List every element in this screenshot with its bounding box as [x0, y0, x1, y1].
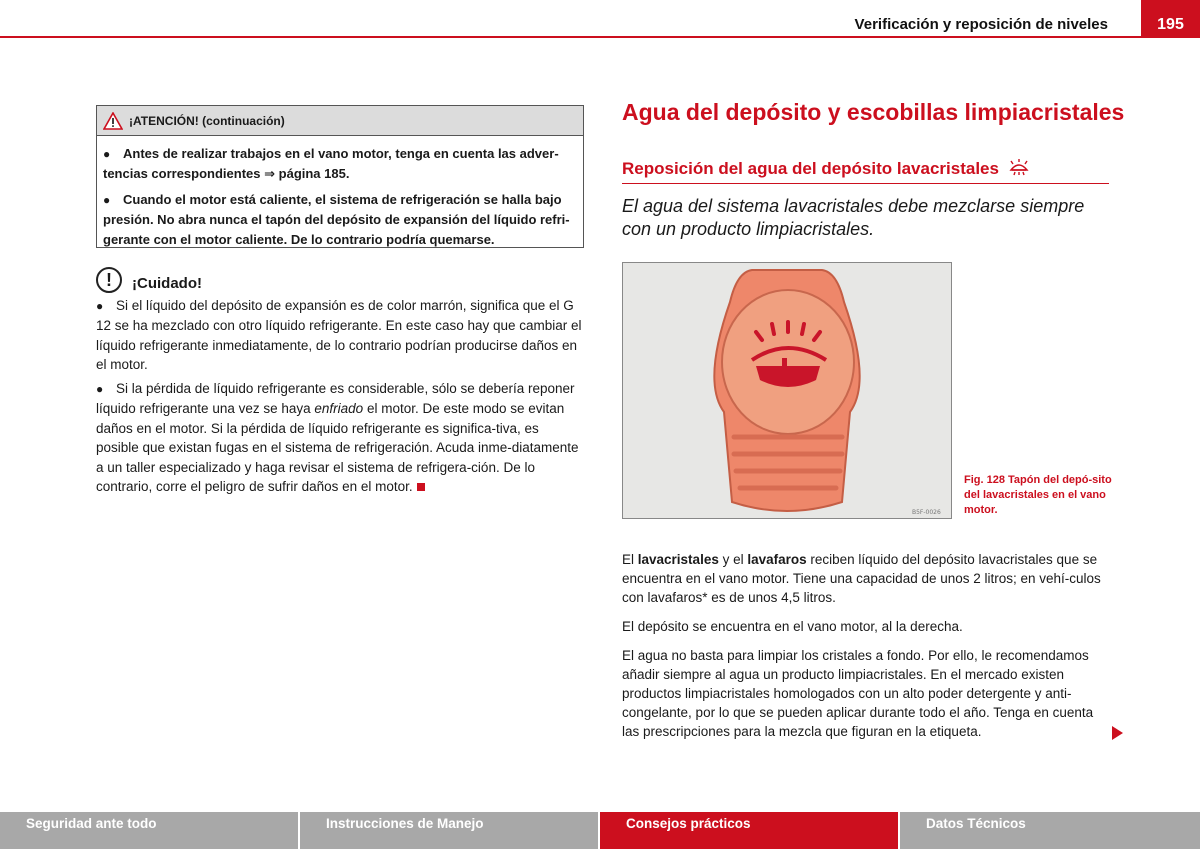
page-header-title: Verificación y reposición de niveles — [854, 16, 1108, 33]
caution-note — [96, 266, 584, 501]
paragraph-2: El depósito se encuentra en el vano motor, al la derecha. — [622, 619, 963, 634]
paragraph-3: El agua no basta para limpiar los cristales a fondo. Por ello, le recomendamos añadir siempre al agua un producto limpiacristales. En el mercado existen productos limpiacristales homologados con un alto poder detergente y anti-congelante, por lo que se pueden aplicar durante todo el año. Tenga en cuenta las prescripciones para la mezcla que figuran en la etiqueta. — [622, 648, 1094, 739]
bullet-icon: ● — [96, 381, 104, 396]
body-text — [622, 550, 1110, 751]
warning-triangle-icon — [103, 112, 123, 130]
washer-fluid-icon — [1008, 158, 1030, 176]
header-rule — [0, 36, 1200, 38]
figure-code: B5F-0026 — [912, 509, 941, 516]
intro-text: El agua del sistema lavacristales debe mezclarse siempre con un producto limpiacristales. — [622, 196, 1085, 239]
washer-cap-illustration — [622, 262, 952, 519]
footer-nav — [0, 812, 1200, 849]
warning-box — [96, 105, 584, 248]
page-number: 195 — [1141, 0, 1200, 38]
tab-consejos[interactable]: Consejos prácticos — [600, 812, 900, 849]
tab-instrucciones[interactable]: Instrucciones de Manejo — [300, 812, 600, 849]
reference-arrow: ⇒ — [264, 166, 276, 181]
next-page-arrow-icon[interactable] — [1112, 726, 1123, 740]
end-mark-icon — [417, 483, 425, 491]
caution-item-2: ● Si la pérdida de líquido refrigerante es considerable, sólo se debería reponer líquido refrigerante una vez se haya enfriado el motor. De este modo se evitan daños en el motor. Si la pérdida de líquido refrigerante es significa-tiva, es posible que existan fugas en el sistema de refrigeración. Acuda inme-diatamente a un taller especializado y haga revisar el sistema de refrigera-ción. De lo contrario, corre el peligro de sufrir daños en el motor. — [96, 380, 579, 494]
caution-circle-icon: ! — [96, 267, 122, 293]
caution-title: ¡Cuidado! — [132, 275, 202, 292]
tab-datos[interactable]: Datos Técnicos — [900, 812, 1200, 849]
section-subtitle: Reposición del agua del depósito lavacristales — [622, 158, 1109, 184]
warning-header — [97, 106, 583, 136]
warning-item-1: ● Antes de realizar trabajos en el vano motor, tenga en cuenta las adver-tencias correspondientes ⇒ página 185. — [103, 146, 559, 181]
figure-caption: Fig. 128 Tapón del depó-sito del lavacristales en el vano motor. — [964, 474, 1112, 516]
warning-item-2: ● Cuando el motor está caliente, el sistema de refrigeración se halla bajo presión. No abra nunca el tapón del depósito de expansión del líquido refri-gerante con el motor caliente. De lo contrario podría quemarse. — [103, 192, 570, 247]
bullet-icon: ● — [96, 298, 104, 313]
caution-item-1: ● Si el líquido del depósito de expansión es de color marrón, significa que el G 12 se ha mezclado con otro líquido refrigerante. En este caso hay que cambiar el líquido refrigerante inmediatamente, de lo contrario podrían producirse daños en el motor. — [96, 297, 582, 372]
paragraph-1: El lavacristales y el lavafaros reciben líquido del depósito lavacristales que se encuentra en el vano motor. Tiene una capacidad de unos 2 litros; en vehí-culos con lavafaros* es de unos 4,5 litros. — [622, 552, 1101, 605]
bullet-icon: ● — [103, 147, 111, 161]
figure-washer-cap — [622, 262, 952, 519]
warning-title: ¡ATENCIÓN! (continuación) — [129, 113, 285, 128]
section-title: Agua del depósito y escobillas limpiacristales — [622, 99, 1125, 125]
tab-seguridad[interactable]: Seguridad ante todo — [0, 812, 300, 849]
bullet-icon: ● — [103, 193, 111, 207]
